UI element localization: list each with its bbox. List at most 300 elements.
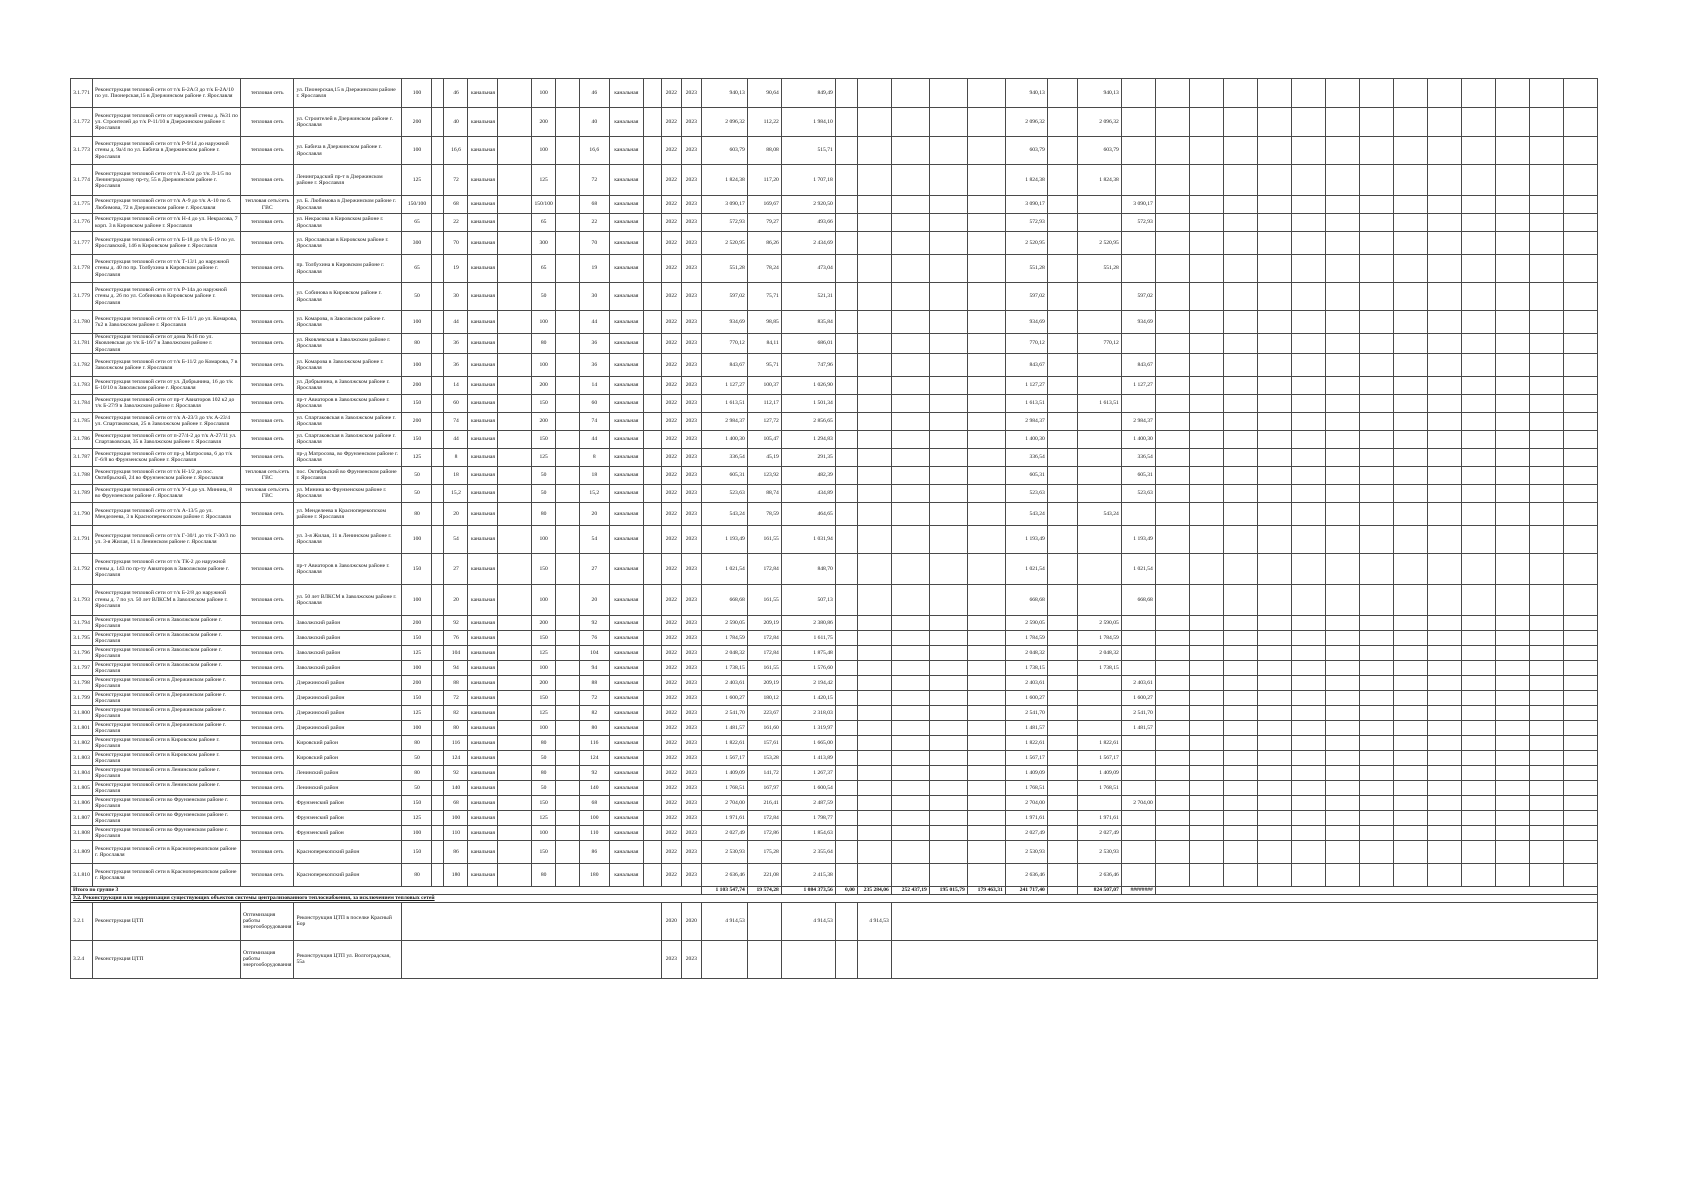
row-blank <box>891 108 929 137</box>
row-blank <box>1359 214 1393 232</box>
row-blank <box>1359 630 1393 645</box>
row-number: 3.1.790 <box>71 502 93 525</box>
row-source-1 <box>1077 525 1121 553</box>
row-blank <box>1359 255 1393 283</box>
table-row <box>71 196 1598 214</box>
row-length-before: 180 <box>444 863 468 886</box>
row-source-2: 2 704,00 <box>1121 795 1155 810</box>
row-cost-total: 551,28 <box>701 255 747 283</box>
row-address: ул. Бабича в Дзержинском районе г. Ярославля <box>294 137 402 165</box>
row-description: Реконструкция тепловой сети во Фрунзенском районе г. Ярославля <box>93 795 241 810</box>
row-cost-total: 2 520,95 <box>701 232 747 255</box>
row-blank <box>891 311 929 334</box>
row-source-1: 1 768,51 <box>1077 780 1121 795</box>
row-laying-after: канальная <box>609 705 643 720</box>
row-year-end: 2023 <box>681 79 701 108</box>
row-cost-year-2022: 1 567,17 <box>1005 750 1047 765</box>
row-source-1 <box>1077 412 1121 430</box>
row-blank <box>835 902 857 940</box>
row-cost-smr: 521,31 <box>781 283 835 311</box>
row-blank <box>1155 780 1189 795</box>
row-blank <box>1047 376 1077 394</box>
row-laying-before: канальная <box>468 750 498 765</box>
row-cost-smr: 1 984,10 <box>781 108 835 137</box>
row-number: 3.1.784 <box>71 394 93 412</box>
row-blank <box>929 825 967 840</box>
row-blank <box>1495 660 1529 675</box>
row-blank <box>1529 660 1563 675</box>
row-laying-after: канальная <box>609 448 643 466</box>
row-blank <box>891 863 929 886</box>
row-blank <box>1291 79 1325 108</box>
row-blank <box>1155 553 1189 584</box>
row-length-before: 76 <box>444 630 468 645</box>
row-cost-total: 4 914,53 <box>701 902 747 940</box>
row-year-start: 2023 <box>661 940 681 978</box>
row-length-after: 110 <box>579 825 609 840</box>
row-blank <box>1393 840 1427 863</box>
row-cost-total: 603,79 <box>701 137 747 165</box>
row-year-start: 2022 <box>661 376 681 394</box>
total-year-2023: 241 717,40 <box>1005 886 1047 894</box>
row-blank <box>643 376 661 394</box>
row-blank <box>967 137 1005 165</box>
row-blank <box>1223 863 1257 886</box>
row-blank <box>432 502 444 525</box>
row-source-1 <box>1077 675 1121 690</box>
row-blank <box>1495 690 1529 705</box>
row-blank <box>1495 466 1529 484</box>
row-blank <box>1325 334 1359 354</box>
row-year-start: 2022 <box>661 720 681 735</box>
row-blank <box>1155 79 1189 108</box>
row-blank <box>1325 412 1359 430</box>
row-blank <box>1563 311 1597 334</box>
row-diameter-before: 150 <box>402 630 432 645</box>
row-laying-after: канальная <box>609 376 643 394</box>
row-length-after: 100 <box>579 810 609 825</box>
total-blank <box>1155 886 1597 894</box>
row-blank <box>1495 750 1529 765</box>
row-number: 3.1.779 <box>71 283 93 311</box>
row-diameter-before: 200 <box>402 108 432 137</box>
row-year-start: 2022 <box>661 196 681 214</box>
row-year-end: 2023 <box>681 675 701 690</box>
row-source-1: 1 784,59 <box>1077 630 1121 645</box>
row-diameter-before: 200 <box>402 675 432 690</box>
row-blank <box>1427 705 1461 720</box>
row-length-after: 76 <box>579 630 609 645</box>
row-blank <box>1325 863 1359 886</box>
row-laying-before: канальная <box>468 214 498 232</box>
row-blank <box>1325 108 1359 137</box>
row-blank <box>555 165 579 196</box>
row-blank <box>643 840 661 863</box>
row-cost-smr: 1 319,97 <box>781 720 835 735</box>
row-laying-before: канальная <box>468 412 498 430</box>
table-row <box>71 750 1598 765</box>
row-blank <box>1427 645 1461 660</box>
row-blank <box>1325 196 1359 214</box>
row-length-before: 140 <box>444 780 468 795</box>
row-source-2: 1 600,27 <box>1121 690 1155 705</box>
row-network-type: тепловая сеть <box>241 232 294 255</box>
row-source-2 <box>1121 615 1155 630</box>
row-blank <box>1529 466 1563 484</box>
row-length-before: 68 <box>444 196 468 214</box>
row-network-type: тепловая сеть <box>241 810 294 825</box>
row-blank <box>643 690 661 705</box>
row-diameter-before: 150 <box>402 795 432 810</box>
row-cost-smr: 291,35 <box>781 448 835 466</box>
row-cost-pir: 112,22 <box>747 108 781 137</box>
row-year-end: 2023 <box>681 720 701 735</box>
row-laying-after: канальная <box>609 255 643 283</box>
row-blank <box>1257 825 1291 840</box>
row-year-start: 2022 <box>661 430 681 448</box>
row-blank <box>1427 448 1461 466</box>
row-blank <box>1291 283 1325 311</box>
row-blank <box>1325 705 1359 720</box>
row-blank <box>929 750 967 765</box>
row-laying-after: канальная <box>609 750 643 765</box>
row-cost-total: 2 048,32 <box>701 645 747 660</box>
row-blank <box>967 394 1005 412</box>
row-blank <box>967 196 1005 214</box>
row-blank <box>1325 214 1359 232</box>
row-blank <box>1563 750 1597 765</box>
row-diameter-before: 65 <box>402 255 432 283</box>
row-address: ул. Менделеева в Красноперекопском районе г. Ярославля <box>294 502 402 525</box>
row-cost-total: 2 704,00 <box>701 795 747 810</box>
row-address: пр. Толбухина в Кировском районе г. Ярославля <box>294 255 402 283</box>
row-cost-pir: 175,28 <box>747 840 781 863</box>
row-blank <box>1189 214 1223 232</box>
row-blank <box>857 466 891 484</box>
row-laying-after: канальная <box>609 660 643 675</box>
row-blank <box>1427 430 1461 448</box>
row-diameter-after: 100 <box>532 584 555 615</box>
row-number: 3.1.810 <box>71 863 93 886</box>
row-blank <box>835 795 857 810</box>
row-blank <box>1529 311 1563 334</box>
row-blank <box>555 645 579 660</box>
row-blank <box>1223 232 1257 255</box>
row-blank <box>1291 780 1325 795</box>
row-blank <box>1393 553 1427 584</box>
row-blank <box>643 283 661 311</box>
row-blank <box>1529 863 1563 886</box>
row-blank <box>1257 584 1291 615</box>
row-cost-total: 770,12 <box>701 334 747 354</box>
row-blank <box>835 765 857 780</box>
row-blank <box>1325 675 1359 690</box>
row-blank <box>1047 584 1077 615</box>
row-blank <box>555 255 579 283</box>
row-blank <box>1427 735 1461 750</box>
row-cost-total: 572,93 <box>701 214 747 232</box>
row-year-start: 2022 <box>661 795 681 810</box>
row-length-before: 86 <box>444 840 468 863</box>
row-blank <box>1359 484 1393 502</box>
row-blank <box>1257 79 1291 108</box>
row-blank <box>1047 765 1077 780</box>
row-blank <box>1223 735 1257 750</box>
row-cost-smr: 515,71 <box>781 137 835 165</box>
row-blank <box>1155 584 1189 615</box>
row-laying-after: канальная <box>609 780 643 795</box>
row-source-1 <box>1077 690 1121 705</box>
row-blank <box>432 780 444 795</box>
row-blank <box>1325 484 1359 502</box>
row-blank <box>1155 311 1189 334</box>
row-laying-after: канальная <box>609 311 643 334</box>
row-blank <box>1529 484 1563 502</box>
row-blank <box>1461 448 1495 466</box>
row-blank <box>643 584 661 615</box>
row-blank <box>432 825 444 840</box>
row-diameter-after: 100 <box>532 353 555 376</box>
row-cost-pir: 180,12 <box>747 690 781 705</box>
row-cost-pir: 100,37 <box>747 376 781 394</box>
row-length-before: 82 <box>444 705 468 720</box>
row-blank <box>643 660 661 675</box>
row-blank <box>1461 334 1495 354</box>
row-diameter-after: 150 <box>532 690 555 705</box>
row-length-after: 72 <box>579 165 609 196</box>
row-blank <box>1047 430 1077 448</box>
table-row <box>71 795 1598 810</box>
row-blank <box>555 353 579 376</box>
row-blank <box>929 484 967 502</box>
row-laying-before: канальная <box>468 448 498 466</box>
row-blank <box>857 165 891 196</box>
row-source-2: 934,69 <box>1121 311 1155 334</box>
section-header-row <box>71 894 1598 902</box>
row-number: 3.1.789 <box>71 484 93 502</box>
row-blank <box>1495 553 1529 584</box>
row-blank <box>1155 412 1189 430</box>
row-blank <box>967 810 1005 825</box>
row-cost-total: 1 768,51 <box>701 780 747 795</box>
row-blank <box>555 825 579 840</box>
row-blank <box>1461 645 1495 660</box>
table-row <box>71 660 1598 675</box>
row-blank <box>1257 705 1291 720</box>
row-blank <box>1189 825 1223 840</box>
row-blank <box>1047 137 1077 165</box>
row-blank <box>1359 376 1393 394</box>
row-blank <box>1461 525 1495 553</box>
row-blank <box>1257 525 1291 553</box>
table-row <box>71 353 1598 376</box>
row-cost-pir: 78,59 <box>747 502 781 525</box>
row-cost-total <box>701 940 747 978</box>
row-source-2: 1 021,54 <box>1121 553 1155 584</box>
row-number: 3.1.776 <box>71 214 93 232</box>
row-blank <box>1529 196 1563 214</box>
row-blank <box>929 430 967 448</box>
row-blank <box>498 690 532 705</box>
row-blank <box>891 502 929 525</box>
row-blank <box>967 353 1005 376</box>
row-blank <box>1359 705 1393 720</box>
row-blank <box>835 553 857 584</box>
row-length-after: 88 <box>579 675 609 690</box>
row-cost-pir: 161,55 <box>747 660 781 675</box>
row-cost-pir: 172,84 <box>747 810 781 825</box>
row-blank <box>857 412 891 430</box>
row-diameter-after: 100 <box>532 311 555 334</box>
row-address: Реконструкция ЦТП в поселке Красный Бор <box>294 902 402 940</box>
row-description: Реконструкция тепловой сети от наружной стены д. №31 по ул. Строителей до т/к Р-11/10 в Дзержинском районе г. Ярославля <box>93 108 241 137</box>
row-description: Реконструкция тепловой сети от дома №16 по ул. Яковлевская до т/к Б-16/7 в Заволжском районе г. Ярославля <box>93 334 241 354</box>
row-blank <box>1393 780 1427 795</box>
row-cost-smr: 493,66 <box>781 214 835 232</box>
row-blank <box>835 584 857 615</box>
row-cost-smr: 1 420,15 <box>781 690 835 705</box>
row-blank <box>1257 735 1291 750</box>
row-blank <box>1529 795 1563 810</box>
row-blank <box>835 448 857 466</box>
row-blank <box>1223 720 1257 735</box>
row-blank <box>1461 840 1495 863</box>
row-blank <box>1189 720 1223 735</box>
row-cost-total: 2 590,05 <box>701 615 747 630</box>
row-cost-pir: 78,24 <box>747 255 781 283</box>
row-laying-after: канальная <box>609 353 643 376</box>
row-blank <box>929 137 967 165</box>
row-blank <box>835 810 857 825</box>
row-cost-total: 1 193,49 <box>701 525 747 553</box>
row-blank <box>555 584 579 615</box>
row-diameter-after: 50 <box>532 484 555 502</box>
row-cost-total: 2 403,61 <box>701 675 747 690</box>
row-year-start: 2022 <box>661 353 681 376</box>
table-row <box>71 79 1598 108</box>
row-source-1 <box>1077 448 1121 466</box>
row-blank <box>891 448 929 466</box>
table-row <box>71 448 1598 466</box>
row-blank <box>1325 394 1359 412</box>
row-cost-total: 1 824,38 <box>701 165 747 196</box>
row-blank <box>1257 553 1291 584</box>
row-blank <box>643 675 661 690</box>
row-blank <box>643 412 661 430</box>
row-blank <box>967 334 1005 354</box>
row-length-after: 54 <box>579 525 609 553</box>
row-blank <box>555 334 579 354</box>
row-blank <box>1257 196 1291 214</box>
row-blank <box>1359 394 1393 412</box>
row-blank <box>498 645 532 660</box>
row-blank <box>432 735 444 750</box>
row-source-2 <box>1121 334 1155 354</box>
row-blank <box>1495 430 1529 448</box>
row-blank <box>929 196 967 214</box>
row-blank <box>643 863 661 886</box>
row-blank <box>1257 214 1291 232</box>
row-blank <box>1257 311 1291 334</box>
row-year-start: 2022 <box>661 525 681 553</box>
row-blank <box>1291 690 1325 705</box>
row-blank <box>1393 810 1427 825</box>
row-blank <box>835 430 857 448</box>
row-source-2: 2 984,37 <box>1121 412 1155 430</box>
row-address: Реконструкция ЦТП ул. Волгоградская, 55а <box>294 940 402 978</box>
row-blank <box>1495 484 1529 502</box>
row-year-start: 2022 <box>661 79 681 108</box>
row-year-end: 2023 <box>681 795 701 810</box>
row-blank <box>432 255 444 283</box>
table-row <box>71 615 1598 630</box>
row-cost-total: 597,02 <box>701 283 747 311</box>
row-blank <box>1393 448 1427 466</box>
row-blank <box>1461 196 1495 214</box>
row-blank <box>1223 376 1257 394</box>
row-source-1 <box>1077 795 1121 810</box>
row-address: ул. Минина во Фрунзенском районе г. Ярославля <box>294 484 402 502</box>
row-blank <box>1223 412 1257 430</box>
row-cost-smr: 507,13 <box>781 584 835 615</box>
row-number: 3.1.799 <box>71 690 93 705</box>
row-blank <box>1325 553 1359 584</box>
row-blank <box>1529 840 1563 863</box>
row-length-after: 19 <box>579 255 609 283</box>
row-year-end: 2023 <box>681 584 701 615</box>
row-blank <box>1291 466 1325 484</box>
row-blank <box>1529 645 1563 660</box>
table-row <box>71 735 1598 750</box>
row-source-1 <box>1077 430 1121 448</box>
row-blank <box>1393 430 1427 448</box>
row-blank <box>1427 525 1461 553</box>
row-blank <box>967 525 1005 553</box>
row-year-end: 2020 <box>681 902 701 940</box>
row-blank <box>1359 840 1393 863</box>
row-cost-total: 1 784,59 <box>701 630 747 645</box>
row-blank <box>1563 525 1597 553</box>
row-cost-pir: 45,19 <box>747 448 781 466</box>
row-blank <box>1325 750 1359 765</box>
row-blank <box>498 553 532 584</box>
row-blank <box>1495 214 1529 232</box>
row-blank <box>857 311 891 334</box>
row-year-end: 2023 <box>681 940 701 978</box>
row-laying-after: канальная <box>609 137 643 165</box>
row-blank <box>1257 765 1291 780</box>
row-diameter-before: 50 <box>402 466 432 484</box>
table-row <box>71 484 1598 502</box>
row-length-before: 36 <box>444 353 468 376</box>
row-blank <box>1461 430 1495 448</box>
row-cost-total: 934,69 <box>701 311 747 334</box>
row-blank <box>1257 840 1291 863</box>
row-blank <box>1393 79 1427 108</box>
row-network-type: тепловая сеть <box>241 412 294 430</box>
row-blank <box>1427 79 1461 108</box>
row-source-2 <box>1121 780 1155 795</box>
row-blank <box>891 940 1597 978</box>
row-cost-year-2022: 336,54 <box>1005 448 1047 466</box>
row-blank <box>1461 311 1495 334</box>
row-year-start: 2022 <box>661 214 681 232</box>
row-blank <box>643 353 661 376</box>
row-blank <box>1427 484 1461 502</box>
row-blank <box>1359 466 1393 484</box>
row-blank <box>1047 750 1077 765</box>
row-blank <box>1563 502 1597 525</box>
